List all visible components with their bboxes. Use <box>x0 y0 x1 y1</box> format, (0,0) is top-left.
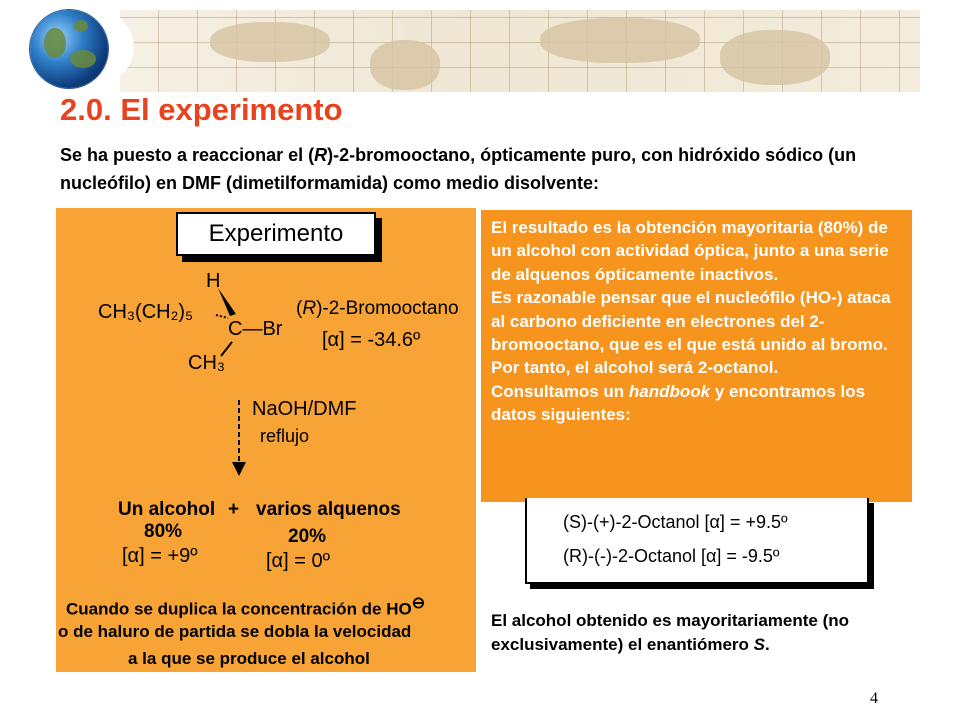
conclusion-s: S <box>753 635 765 654</box>
alkenes-percentage: 20% <box>288 526 327 547</box>
charge-symbol: ⊖ <box>411 595 426 612</box>
handbook-row-r: (R)-(-)-2-Octanol [α] = -9.5º <box>563 546 780 566</box>
kinetics-line-3: a la que se produce el alcohol <box>128 649 370 668</box>
result-paragraph: El resultado es la obtención mayoritaria (80%) de un alcohol con actividad óptica, junto a una serie de alquenos ópticamente inactivos. <box>491 218 889 284</box>
result-paragraph: Es razonable pensar que el nucleófilo (HO-) ataca al carbono deficiente en electrones del 2-bromooctano, que es el que está unido al bromo. <box>491 288 891 355</box>
reaction-arrow-head <box>232 462 246 476</box>
config-part: )-2-Bromooctano <box>316 298 459 319</box>
config-part: ( <box>296 298 303 319</box>
handbook-row-s: (S)-(+)-2-Octanol [α] = +9.5º <box>563 512 788 532</box>
wedge-bond <box>218 288 236 316</box>
alcohol-rotation: [α] = +9º <box>122 545 198 567</box>
handbook-italic: handbook <box>628 381 711 401</box>
result-paragraph: Por tanto, el alcohol será 2-octanol. <box>491 358 779 378</box>
conclusion-part: . <box>765 635 770 654</box>
result-text <box>491 216 905 427</box>
intro-part: )-2-bromooctano, ópticamente puro, con hidróxido sódico (un nucleófilo) en DMF (dimetilformamida) como medio disolvente: <box>60 145 857 193</box>
conclusion-part: El alcohol obtenido es mayoritariamente (no exclusivamente) el enantiómero <box>491 611 850 654</box>
product-alkenes: varios alquenos <box>256 499 401 520</box>
substrate-name <box>296 298 459 320</box>
result-box <box>481 210 912 502</box>
handbook-data-box <box>525 498 869 584</box>
result-paragraph: Consultamos un <box>491 381 629 401</box>
kinetics-text: Cuando se duplica la concentración de HO <box>66 599 412 619</box>
intro-part: Se ha puesto a reaccionar el ( <box>60 145 315 165</box>
experiment-title: Experimento <box>208 220 344 247</box>
experiment-panel <box>56 208 476 672</box>
alkyl-chain: CH₃(CH₂)₅ <box>98 301 194 323</box>
slide-title: 2.0. El experimento <box>60 92 343 127</box>
intro-italic-r: R <box>314 145 328 165</box>
page-number: 4 <box>870 690 878 707</box>
intro-text <box>60 141 910 197</box>
conclusion-text <box>491 609 911 657</box>
reagent-label: NaOH/DMF <box>252 398 357 420</box>
globe-icon <box>30 10 108 88</box>
atom-h: H <box>206 270 221 292</box>
alcohol-percentage: 80% <box>144 521 183 542</box>
substrate-rotation: [α] = -34.6º <box>322 329 421 351</box>
world-map-banner <box>120 10 920 92</box>
config-r: R <box>302 298 317 319</box>
result-paragraph: y encontramos los datos siguientes: <box>491 381 866 425</box>
condition-label: reflujo <box>260 426 310 446</box>
kinetics-line-1 <box>66 593 425 620</box>
kinetics-line-2: o de haluro de partida se dobla la velocidad <box>58 622 412 641</box>
methyl-group: CH₃ <box>188 352 226 374</box>
carbon-bromine: C—Br <box>228 318 283 340</box>
product-alcohol: Un alcohol <box>118 499 216 520</box>
dash-bond <box>216 315 228 318</box>
alkenes-rotation: [α] = 0º <box>266 550 330 572</box>
plus-sign: + <box>228 499 240 520</box>
